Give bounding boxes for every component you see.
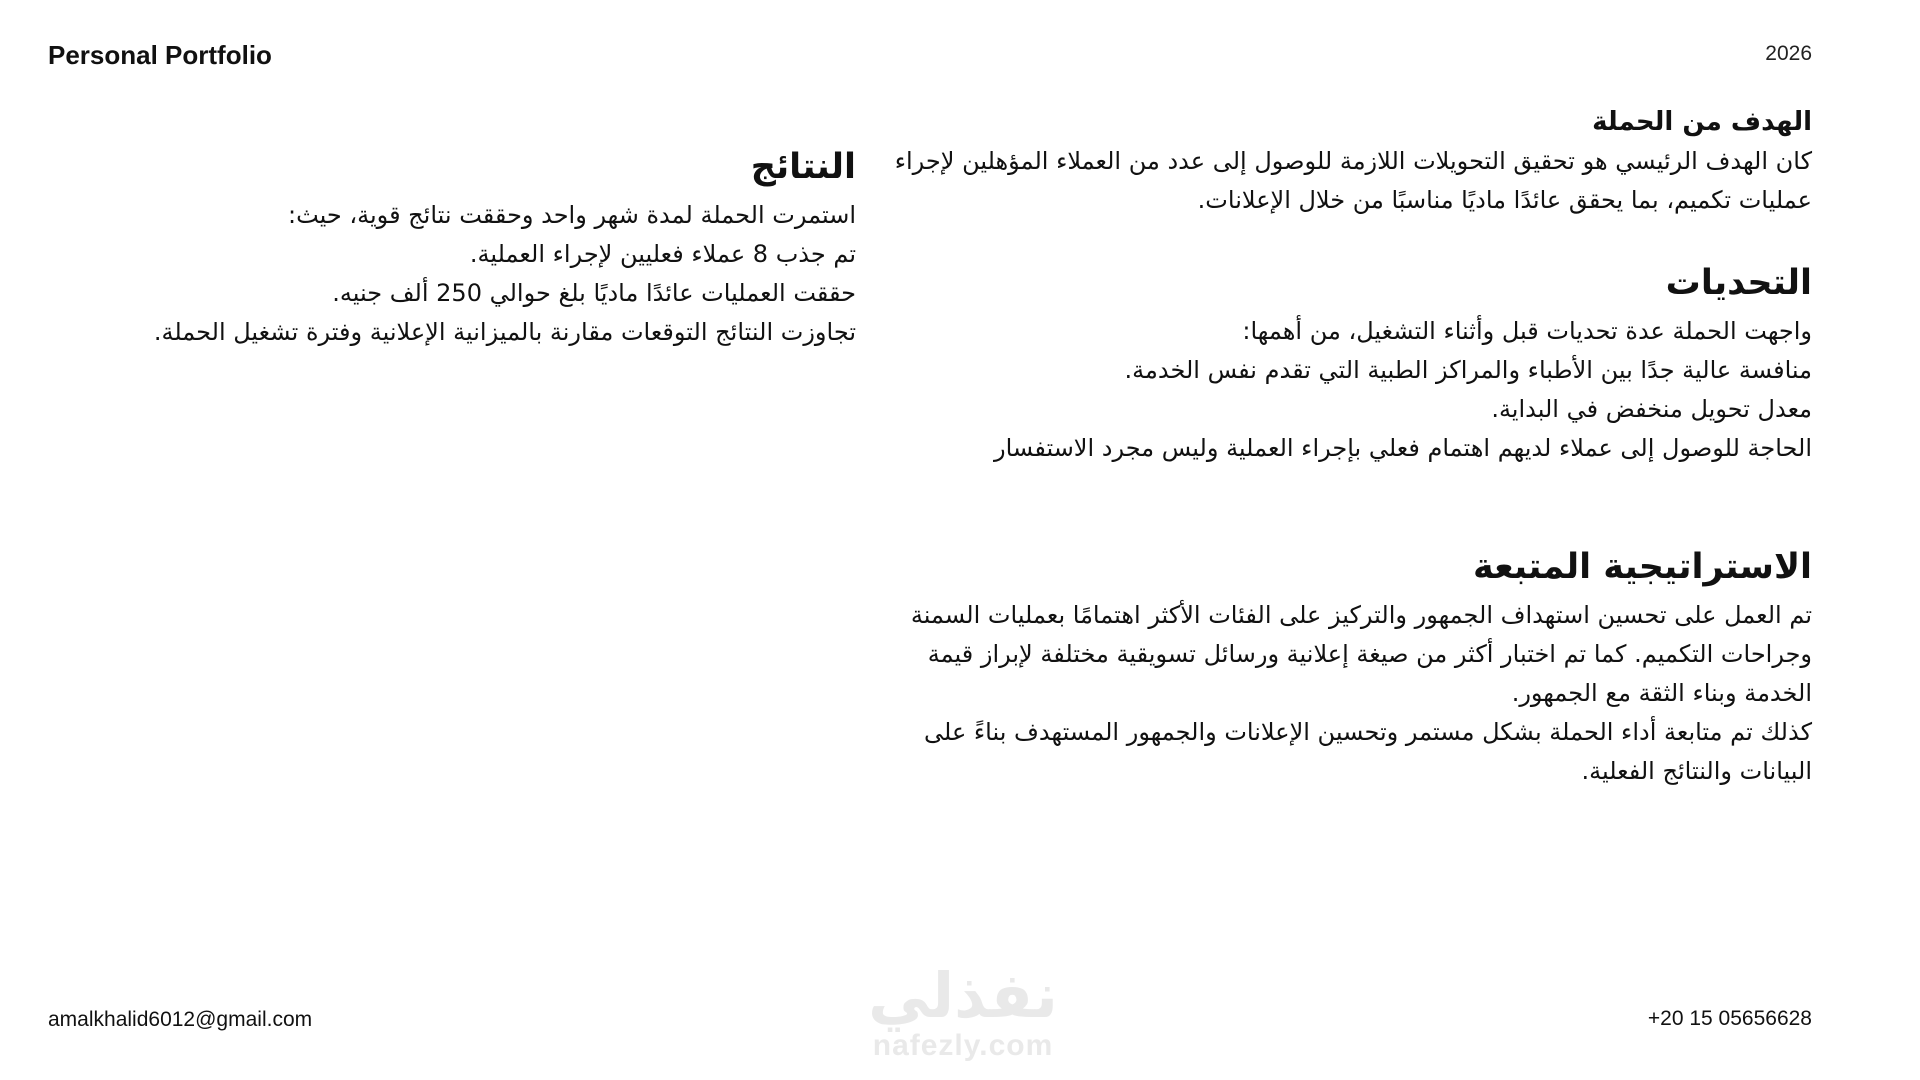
strategy-paragraph: تم العمل على تحسين استهداف الجمهور والتركيز على الفئات الأكثر اهتمامًا بعمليات السمنة وجراحات التكميم. كما تم اختبار أكثر من صيغة إعلانية ورسائل تسويقية مختلفة لإبراز قيمة الخدمة وبناء الثقة مع الجمهور. — [910, 600, 1812, 707]
contact-phone: +20 15 05656628 — [1647, 1007, 1812, 1030]
challenges-line: منافسة عالية جدًا بين الأطباء والمراكز الطبية التي تقدم نفس الخدمة. — [1124, 355, 1812, 384]
strategy-heading: الاستراتيجية المتبعة — [1472, 547, 1812, 587]
challenges-line: معدل تحويل منخفض في البداية. — [1491, 394, 1812, 423]
challenges-heading: التحديات — [1665, 263, 1812, 303]
year-label: 2026 — [1765, 42, 1812, 65]
challenges-line: واجهت الحملة عدة تحديات قبل وأثناء التشغيل، من أهمها: — [1242, 316, 1812, 345]
watermark-latin: nafezly.com — [872, 1029, 1054, 1062]
results-line: تم جذب 8 عملاء فعليين لإجراء العملية. — [469, 239, 856, 268]
contact-email: amalkhalid6012@gmail.com — [48, 1008, 313, 1031]
goal-text: كان الهدف الرئيسي هو تحقيق التحويلات اللازمة للوصول إلى عدد من العملاء المؤهلين لإجراء عمليات تكميم، بما يحقق عائدًا ماديًا مناسبًا من خلال الإعلانات. — [894, 146, 1812, 214]
results-line: حققت العمليات عائدًا ماديًا بلغ حوالي 250 ألف جنيه. — [332, 278, 856, 307]
results-heading: النتائج — [750, 147, 856, 187]
strategy-paragraph: كذلك تم متابعة أداء الحملة بشكل مستمر وتحسين الإعلانات والجمهور المستهدف بناءً على البيانات والنتائج الفعلية. — [924, 717, 1812, 785]
strategy-section — [872, 546, 1812, 791]
watermark-arabic: نفذلي — [868, 959, 1058, 1032]
results-line: استمرت الحملة لمدة شهر واحد وحققت نتائج قوية، حيث: — [288, 200, 856, 229]
portfolio-title: Personal Portfolio — [48, 40, 272, 70]
goal-heading: الهدف من الحملة — [1592, 107, 1812, 137]
challenges-line: الحاجة للوصول إلى عملاء لديهم اهتمام فعلي بإجراء العملية وليس مجرد الاستفسار — [994, 433, 1812, 462]
results-line: تجاوزت النتائج التوقعات مقارنة بالميزانية الإعلانية وفترة تشغيل الحملة. — [153, 317, 856, 346]
nafezly-watermark — [848, 959, 1078, 1062]
results-section — [136, 146, 856, 352]
challenges-section — [872, 262, 1812, 468]
goal-section — [872, 106, 1812, 220]
